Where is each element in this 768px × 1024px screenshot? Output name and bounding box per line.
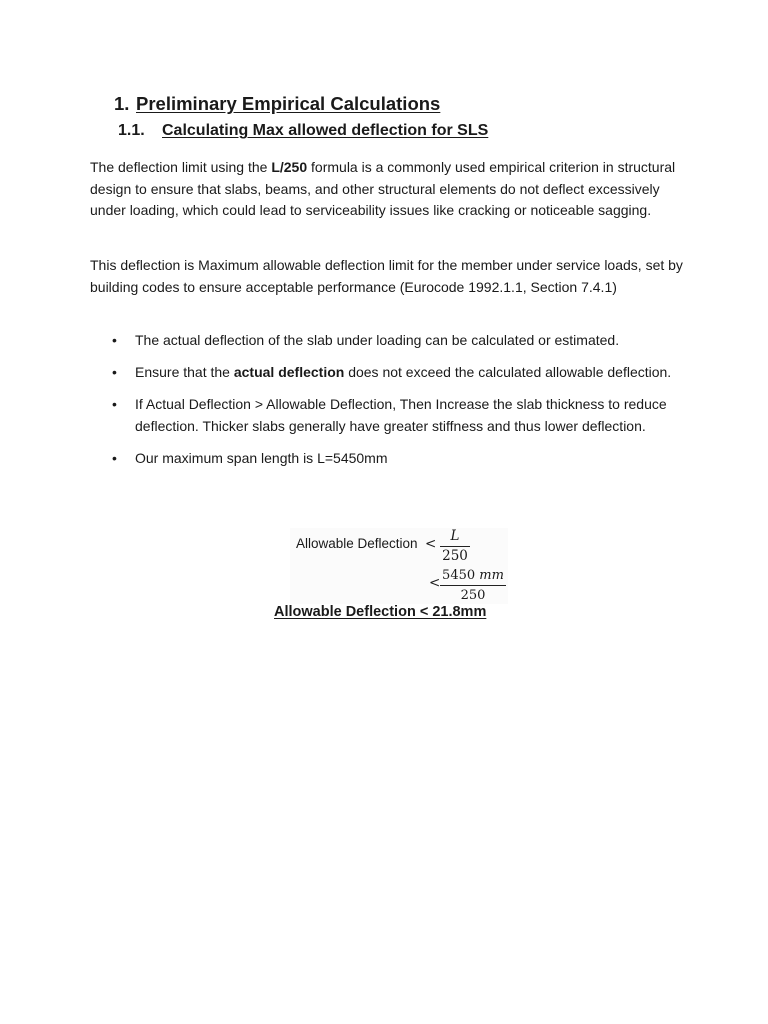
fraction-denominator: 250	[460, 588, 486, 603]
intro-text-end: formula is a commonly used empirical criterion in structural design to ensure that slabs, beams, and other structural elements do not deflect excessively under loading, which could lead to serviceability issues like cracking or noticeable sagging.	[90, 159, 676, 219]
result-statement: Allowable Deflection < 21.8mm	[274, 604, 487, 620]
list-item-text: The actual deflection of the slab under loading can be calculated or estimated.	[135, 332, 620, 348]
section-title: Preliminary Empirical Calculations	[136, 93, 441, 114]
list-item-text: If Actual Deflection > Allowable Deflection, Then Increase the slab thickness to reduce deflection. Thicker slabs generally have greater stiffness and thus lower deflection.	[135, 396, 667, 435]
bullet-marker: •	[112, 332, 117, 348]
list-item-text-end: does not exceed the calculated allowable deflection.	[344, 364, 672, 381]
less-than-sign: <	[425, 536, 437, 552]
section-number: 1.	[114, 93, 130, 114]
fraction-bar	[440, 585, 506, 586]
bullet-marker: •	[112, 396, 117, 413]
code-reference-paragraph: This deflection is Maximum allowable deflection limit for the member under service loads, set by building codes to ensure acceptable performance (Eurocode 1992.1.1, Section 7.4.1)	[90, 257, 683, 295]
bullet-marker: •	[112, 364, 117, 381]
numerator-unit: mm	[479, 568, 504, 583]
intro-text-start: The deflection limit using the	[90, 159, 272, 175]
section-heading	[114, 93, 440, 115]
subsection-title: Calculating Max allowed deflection for SLS	[162, 122, 489, 139]
formula-highlight: L/250	[271, 159, 308, 175]
fraction-numerator	[440, 567, 506, 584]
numerator-value: 5450	[442, 568, 476, 583]
subsection-number: 1.1.	[118, 122, 145, 139]
list-item-text: Our maximum span length is L=5450mm	[135, 450, 388, 467]
fraction-l-over-250	[440, 528, 470, 565]
fraction-denominator: 250	[442, 548, 468, 564]
less-than-sign: <	[429, 575, 441, 591]
list-item-text-start: Ensure that the	[135, 364, 234, 381]
bullet-list	[90, 330, 686, 481]
list-item	[90, 362, 686, 384]
fraction-5450mm-over-250	[440, 567, 506, 604]
bullet-marker: •	[112, 450, 117, 467]
list-item	[90, 330, 686, 352]
list-item	[90, 448, 686, 470]
list-item	[90, 394, 686, 437]
list-item-highlight: actual deflection	[233, 364, 345, 381]
fraction-numerator: L	[450, 528, 460, 544]
deflection-formula-image	[290, 528, 508, 604]
fraction-bar	[440, 546, 470, 547]
subsection-heading	[118, 122, 488, 140]
intro-paragraph	[90, 157, 686, 222]
formula-label: Allowable Deflection	[296, 536, 418, 551]
